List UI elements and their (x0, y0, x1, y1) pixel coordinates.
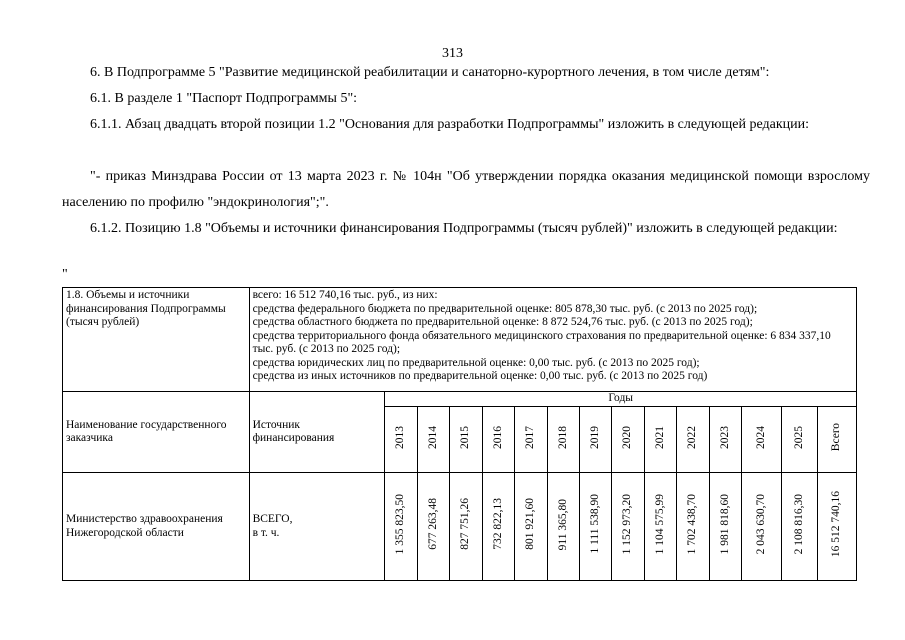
value-cell: 1 104 575,99 (644, 473, 676, 581)
years-header: Годы (385, 392, 857, 407)
total-value-cell: 16 512 740,16 (818, 473, 857, 581)
year-cell: 2020 (612, 407, 644, 473)
value-cell: 2 108 816,30 (781, 473, 818, 581)
value-cell: 732 822,13 (482, 473, 514, 581)
value-cell: 911 365,80 (547, 473, 579, 581)
value-cell: 1 981 818,60 (709, 473, 741, 581)
paragraph-6: 6. В Подпрограмме 5 "Развитие медицинской реабилитации и санаторно-курортного лечения, в том числе детям": (90, 65, 770, 80)
total-column-header: Всего (818, 407, 857, 473)
customer-column-header: Наименование государственного заказчика (63, 392, 250, 473)
position-1-8-label: 1.8. Объемы и источники финансирования Подпрограммы (тысяч рублей) (63, 288, 250, 392)
year-cell: 2022 (677, 407, 709, 473)
source-total: ВСЕГО, в т. ч. (249, 473, 385, 581)
value-cell: 827 751,26 (450, 473, 482, 581)
customer-name: Министерство здравоохранения Нижегородской области (63, 473, 250, 581)
page-number: 313 (442, 46, 463, 61)
table-row-ministry (63, 473, 857, 581)
year-cell: 2014 (417, 407, 449, 473)
year-cell: 2021 (644, 407, 676, 473)
paragraph-6-1-2: 6.1.2. Позицию 1.8 "Объемы и источники финансирования Подпрограммы (тысяч рублей)" изложить в следующей редакции: (90, 221, 838, 236)
table-row-years-title (63, 392, 857, 407)
opening-quote: " (62, 267, 68, 282)
year-cell: 2017 (515, 407, 547, 473)
value-cell: 1 152 973,20 (612, 473, 644, 581)
value-cell: 677 263,48 (417, 473, 449, 581)
financing-summary-text: всего: 16 512 740,16 тыс. руб., из них: средства федерального бюджета по предварительной оценке: 805 878,30 тыс. руб. (с 2013 по 2025 год); средства областного бюджета по предварительной оценке: 8 872 524,76 тыс. руб. (с 2013 по 2025 год); средства территориального фонда обязательного медицинского страхования по предварительной оценке: 6 834 337,10 тыс. руб. (с 2013 по 2025 год); средства юридических лиц по предварительной оценке: 0,00 тыс. руб. (с 2013 по 2025 год); средства из иных источников по предварительной оценке: 0,00 тыс. руб. (с 2013 по 2025 год) (249, 288, 856, 392)
year-cell: 2015 (450, 407, 482, 473)
year-cell: 2025 (781, 407, 818, 473)
year-cell: 2019 (580, 407, 612, 473)
value-cell: 1 702 438,70 (677, 473, 709, 581)
value-cell: 2 043 630,70 (742, 473, 782, 581)
year-cell: 2024 (742, 407, 782, 473)
value-cell: 1 111 538,90 (580, 473, 612, 581)
year-cell: 2018 (547, 407, 579, 473)
value-cell: 801 921,60 (515, 473, 547, 581)
year-cell: 2023 (709, 407, 741, 473)
paragraph-6-1: 6.1. В разделе 1 "Паспорт Подпрограммы 5": (90, 91, 358, 106)
year-cell: 2013 (385, 407, 417, 473)
paragraph-quote-order: "- приказ Минздрава России от 13 марта 2023 г. № 104н "Об утверждении порядка оказания медицинской помощи взрослому населению по профилю "эндокринология";". (62, 169, 870, 210)
financing-table (62, 287, 857, 581)
table-row-financing-summary (63, 288, 857, 392)
source-column-header: Источник финансирования (249, 392, 385, 473)
paragraph-6-1-1: 6.1.1. Абзац двадцать второй позиции 1.2 "Основания для разработки Подпрограммы" изложить в следующей редакции: (90, 117, 810, 132)
value-cell: 1 355 823,50 (385, 473, 417, 581)
year-cell: 2016 (482, 407, 514, 473)
